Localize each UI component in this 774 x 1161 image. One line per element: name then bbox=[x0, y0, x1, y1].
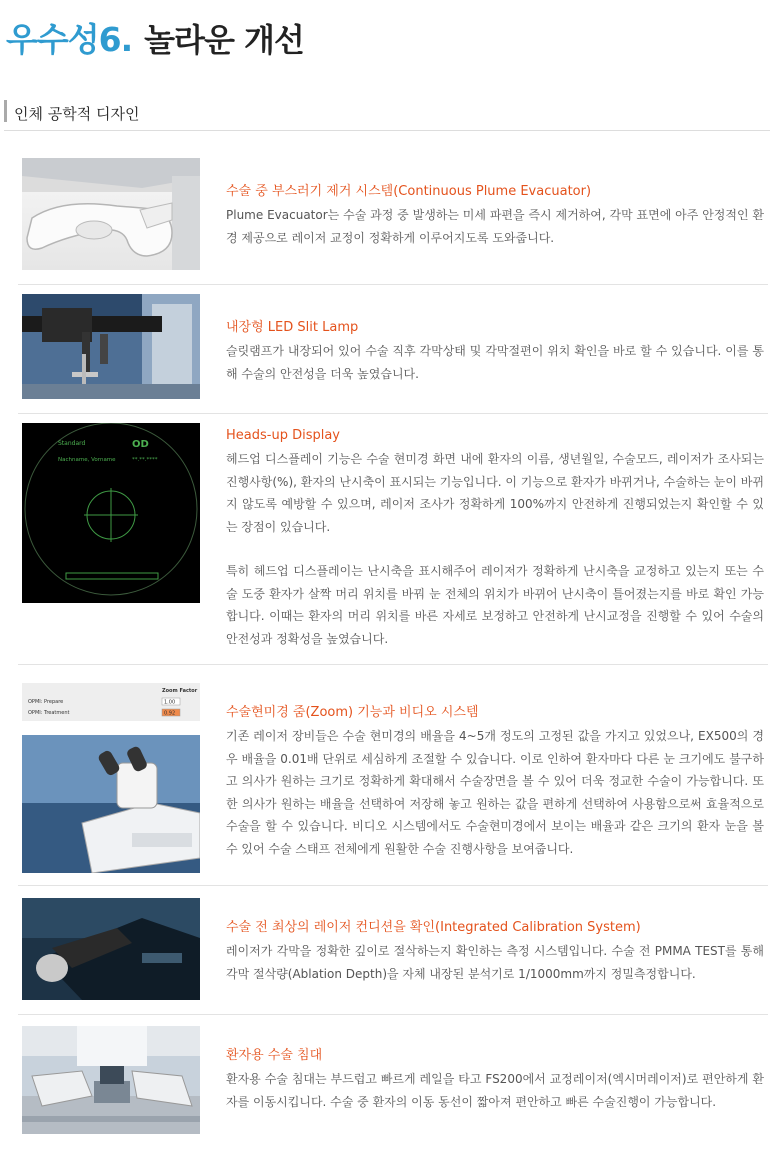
page-header bbox=[6, 14, 304, 62]
header-accent: 우수성6. bbox=[6, 20, 133, 59]
feature-title: 환자용 수술 침대 bbox=[226, 1048, 323, 1063]
divider bbox=[18, 413, 768, 414]
zoom-row1-label: OPMI: Prepare bbox=[28, 699, 64, 705]
slit-lamp-image bbox=[22, 294, 200, 399]
divider bbox=[18, 1014, 768, 1015]
section-label: 인체 공학적 디자인 bbox=[14, 105, 140, 123]
zoom-video-text bbox=[226, 701, 764, 860]
hud-eye-label: OD bbox=[132, 439, 149, 450]
plume-evacuator-text bbox=[226, 180, 764, 249]
zoom-video-image bbox=[22, 683, 200, 873]
hud-standard-label: Standard bbox=[58, 440, 86, 447]
slit-lamp-text bbox=[226, 316, 764, 385]
zoom-row2-value: 0.92 bbox=[164, 710, 176, 717]
feature-body: 기존 레이저 장비들은 수술 현미경의 배율을 4~5개 정도의 고정된 값을 가지고 있었으나, EX500의 경우 배율을 0.01배 단위로 세심하게 조절할 수 있습니다. 이로 인하여 환자마다 다른 눈 크기에도 불구하고 의사가 원하는 크기로 정확하게 확대해서 수술장면을 볼 수 있어 더욱 정교한 수술이 가능합니다. 또한 의사가 원하는 배율을 선택하여 저장해 놓고 원하는 값을 편하게 선택하여 사용함으로써 효율적으로 수술을 할 수 있습니다. 비디오 시스템에서도 수술현미경에서 보이는 배율과 같은 크기의 환자 눈을 볼 수 있어 수술 스태프 전체에게 원활한 수술 진행사항을 보여줍니다. bbox=[226, 729, 764, 856]
hud-patient-name: Nachname, Vorname bbox=[58, 457, 116, 463]
feature-body: 레이저가 각막을 정확한 깊이로 절삭하는지 확인하는 측정 시스템입니다. 수술 전 PMMA TEST를 통해 각막 절삭량(Ablation Depth)을 자체 내장된 분석기로 1/1000mm까지 정밀측정합니다. bbox=[226, 944, 764, 981]
feature-body: 헤드업 디스플레이 기능은 수술 현미경 화면 내에 환자의 이름, 생년월일, 수술모드, 레이저가 조사되는 진행사항(%), 환자의 난시축이 표시되는 기능입니다. 이 기능으로 환자가 바뀌거나, 수술하는 눈이 바뀌지 않도록 예방할 수 있으며, 레이저 조사가 정확하게 100%까지 안전하게 진행되었는지 확인할 수 있는 장점이 있습니다. bbox=[226, 452, 764, 534]
feature-title: 수술 전 최상의 레이저 컨디션을 확인(Integrated Calibration System) bbox=[226, 920, 641, 935]
calibration-system-image bbox=[22, 898, 200, 1000]
plume-evacuator-image bbox=[22, 158, 200, 270]
feature-title: 수술현미경 줌(Zoom) 기능과 비디오 시스템 bbox=[226, 705, 479, 720]
heads-up-display-image bbox=[22, 423, 200, 603]
feature-body: 환자용 수술 침대는 부드럽고 빠르게 레일을 타고 FS200에서 교정레이저(엑시머레이저)로 편안하게 환자를 이동시킵니다. 수술 중 환자의 이동 동선이 짧아져 편안하고 빠른 수술진행이 가능합니다. bbox=[226, 1072, 764, 1109]
heads-up-display-text bbox=[226, 428, 764, 650]
feature-title: 내장형 LED Slit Lamp bbox=[226, 320, 359, 335]
feature-body-continued: 특히 헤드업 디스플레이는 난시축을 표시해주어 레이저가 정확하게 난시축을 교정하고 있는지 또는 수술 도중 환자가 살짝 머리 위치를 바꿔 눈 전체의 위치가 바뀌어 난시축이 틀어졌는지를 바로 확인 가능합니다. 이때는 환자의 머리 위치를 바른 자세로 보정하고 안전하게 난시교정을 진행할 수 있어 수술의 안전성과 정확성을 높였습니다. bbox=[226, 564, 764, 646]
feature-body: Plume Evacuator는 수술 과정 중 발생하는 미세 파편을 즉시 제거하여, 각막 표면에 아주 안정적인 환경 제공으로 레이저 교정이 정확하게 이루어지도록 도와줍니다. bbox=[226, 208, 764, 245]
patient-bed-image bbox=[22, 1026, 200, 1134]
section-marker bbox=[4, 100, 7, 122]
divider bbox=[18, 664, 768, 665]
divider bbox=[18, 885, 768, 886]
zoom-row1-value: 1.00 bbox=[164, 699, 176, 706]
divider bbox=[18, 284, 768, 285]
zoom-factor-header: Zoom Factor bbox=[162, 688, 198, 694]
calibration-system-text bbox=[226, 916, 764, 985]
feature-title: 수술 중 부스러기 제거 시스템(Continuous Plume Evacuator) bbox=[226, 184, 592, 199]
zoom-row2-label: OPMI: Treatment bbox=[28, 710, 70, 716]
page-title: 놀라운 개선 bbox=[144, 21, 304, 59]
feature-body: 슬릿램프가 내장되어 있어 수술 직후 각막상태 및 각막절편이 위치 확인을 바로 할 수 있습니다. 이를 통해 수술의 안전성을 더욱 높였습니다. bbox=[226, 344, 764, 381]
hud-birth-date: **.**.**** bbox=[132, 457, 158, 463]
feature-title: Heads-up Display bbox=[226, 428, 340, 443]
section-heading bbox=[4, 96, 770, 131]
patient-bed-text bbox=[226, 1044, 764, 1113]
